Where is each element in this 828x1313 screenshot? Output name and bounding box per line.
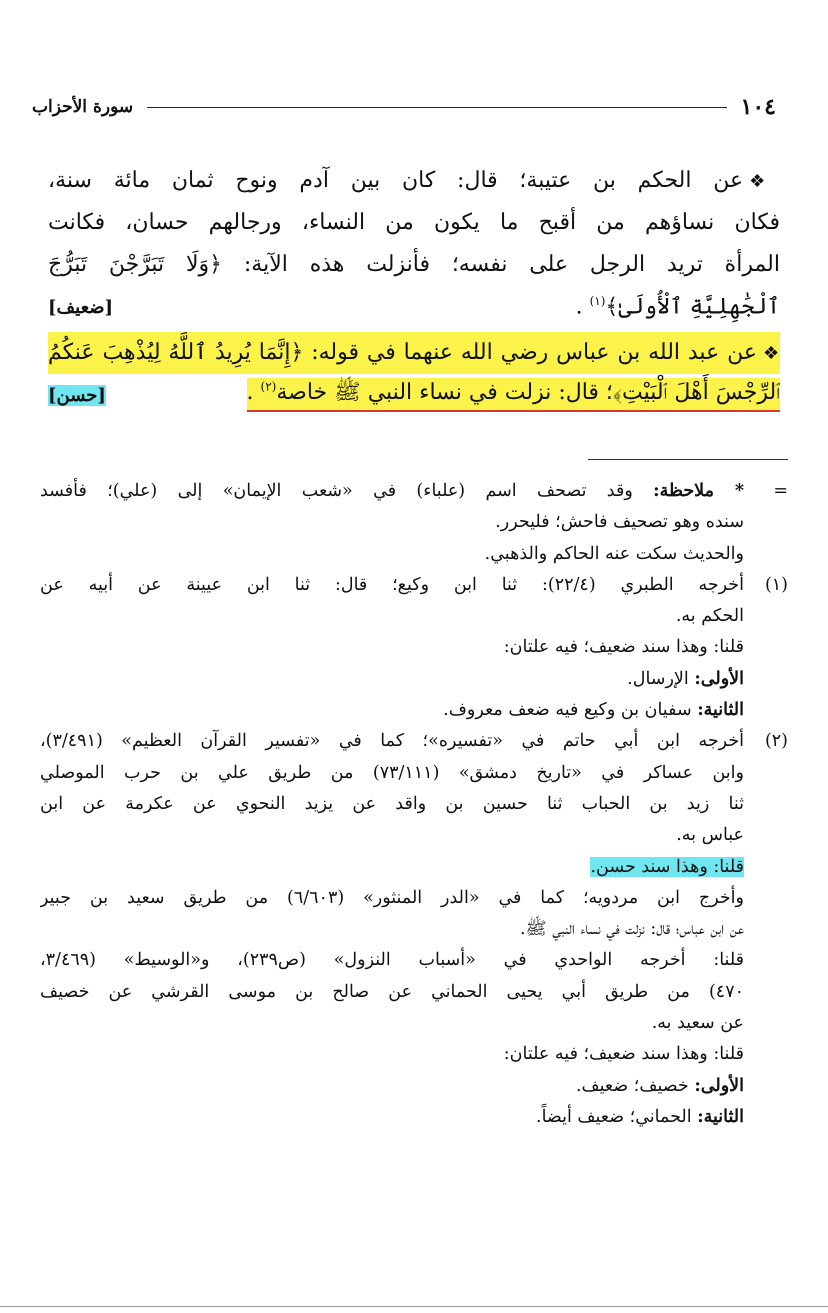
footnote-2-marker: (٢): [764, 731, 788, 752]
hadith2-line1: [48, 332, 780, 374]
remark-line1-text: وقد تصحف اسم (علباء) في «شعب الإيمان» إلى (علي)؛ فأفسد: [40, 481, 633, 501]
first-label: الأولى:: [694, 1075, 744, 1096]
hadith2-line2: ٱلرِّجْسَ أَهْلَ ٱلْبَيْتِ﴾؛ قال: نزلت في نساء النبي ﷺ خاصة$^{(٢)}$ .: [247, 378, 780, 412]
footnote-1-marker: (١): [764, 574, 788, 595]
surah-title: سورة الأحزاب: [32, 97, 134, 117]
hadith1-line2: فكان نساؤهم من أقبح ما يكون من النساء، ورجالهم حسان، فكانت: [48, 210, 780, 235]
page-header: [32, 92, 776, 122]
diamond-bullet-icon: ❖: [749, 171, 780, 192]
footnote-ref-2: (٢): [260, 379, 277, 394]
main-text: [48, 160, 780, 416]
hadith2-last-row: [48, 374, 780, 416]
page-number: ١٠٤: [740, 94, 776, 120]
footnote-2-line11: قلنا: وهذا سند ضعيف؛ فيه علتان:: [503, 1044, 744, 1065]
grade-good: [حسن]: [48, 384, 106, 406]
remark-line1: [40, 476, 788, 507]
second-text: سفيان بن وكيع فيه ضعف معروف.: [443, 700, 692, 721]
footnote-2-second-defect: [40, 1102, 788, 1133]
second-label: الثانية:: [697, 700, 744, 721]
remark-marker: =: [773, 481, 788, 501]
second-label: الثانية:: [697, 1106, 744, 1127]
footnote-1-second-defect: [40, 695, 788, 726]
footnote-2-line8: قلنا: أخرجه الواحدي في «أسباب النزول» (ص٢٣٩)، و«الوسيط» (٣/٤٦٩،: [40, 950, 744, 971]
hadith2-line1-text: عن عبد الله بن عباس رضي الله عنهما في قوله: ﴿إِنَّمَا يُرِيدُ ٱللَّهُ لِيُذْهِبَ عَنكُمُ: [48, 340, 757, 365]
hadith1-last-row: [48, 286, 780, 328]
hadith1-line4-text: ٱلْجَٰهِلِيَّةِ ٱلْأُولَىٰ﴾: [605, 294, 780, 320]
footnote-2-line1-text: أخرجه ابن أبي حاتم في «تفسيره»؛ كما في «تفسير القرآن العظيم» (٣/٤٩١)،: [40, 731, 744, 752]
footnote-1-first-defect: [40, 664, 788, 695]
footnote-2-line6: وأخرج ابن مردويه؛ كما في «الدر المنثور» (٦/٦٠٣) من طريق سعيد بن جبير: [40, 887, 744, 908]
hadith2-line2-text: ٱلرِّجْسَ أَهْلَ ٱلْبَيْتِ﴾؛ قال: نزلت في نساء النبي ﷺ خاصة: [276, 380, 780, 405]
first-text: الإرسال.: [627, 668, 689, 689]
footnote-1-line2: الحكم به.: [675, 606, 744, 627]
header-rule: [147, 107, 726, 108]
remark-line2: سنده وهو تصحيف فاحش؛ فليحرر.: [495, 512, 744, 533]
hadith1-line1-text: عن الحكم بن عتيبة؛ قال: كان بين آدم ونوح ثمان مائة سنة،: [48, 168, 744, 193]
footnote-2-line10: عن سعيد به.: [651, 1013, 744, 1034]
footnote-1-line1: [40, 570, 788, 601]
highlighted-verdict: قلنا: وهذا سند حسن.: [590, 856, 744, 877]
footnote-2-line1: [40, 726, 788, 757]
footnote-2-line2: وابن عساكر في «تاريخ دمشق» (٧٣/١١١) من طريق علي بن حرب الموصلي: [40, 762, 744, 783]
second-text: الحماني؛ ضعيف أيضاً.: [536, 1106, 692, 1127]
first-text: خصيف؛ ضعيف.: [575, 1075, 689, 1096]
footnote-2-line7: عن ابن عباس؛ قال: نزلت في نساء النبي ﷺ.: [519, 919, 744, 940]
footnote-ref-1: (١): [589, 294, 606, 309]
footnote-1-line1-text: أخرجه الطبري (٢٢/٤): ثنا ابن وكيع؛ قال: ثنا ابن عيينة عن أبيه عن: [40, 574, 744, 595]
first-label: الأولى:: [694, 668, 744, 689]
hadith1-line3: المرأة تريد الرجل على نفسه؛ فأنزلت هذه الآية: ﴿وَلَا تَبَرَّجْنَ تَبَرُّجَ: [48, 252, 780, 277]
footnote-2-first-defect: [40, 1071, 788, 1102]
remark-line3: والحديث سكت عنه الحاكم والذهبي.: [484, 543, 744, 564]
footnotes: [40, 476, 788, 1133]
page-bottom-edge: [0, 1306, 828, 1307]
remark-label: * ملاحظة:: [653, 481, 744, 501]
diamond-bullet-icon: ❖: [762, 343, 780, 364]
footnote-2-line4: عباس به.: [676, 825, 744, 846]
hadith1-line4: ٱلْجَٰهِلِيَّةِ ٱلْأُولَىٰ﴾$^{(١)}$ .: [575, 294, 780, 320]
hadith1-line1: [48, 160, 780, 202]
footnote-2-line5: [40, 852, 788, 883]
footnote-2-line9: ٤٧٠) من طريق أبي يحيى الحماني عن صالح بن موسى القرشي عن خصيف: [40, 981, 744, 1002]
footnote-2-line3: ثنا زيد بن الحباب ثنا حسين بن واقد عن يزيد النحوي عن عكرمة عن ابن: [40, 793, 744, 814]
grade-weak: [ضعيف]: [48, 296, 114, 318]
footnote-1-line3: قلنا: وهذا سند ضعيف؛ فيه علتان:: [503, 637, 744, 658]
footnote-separator: [588, 459, 788, 460]
